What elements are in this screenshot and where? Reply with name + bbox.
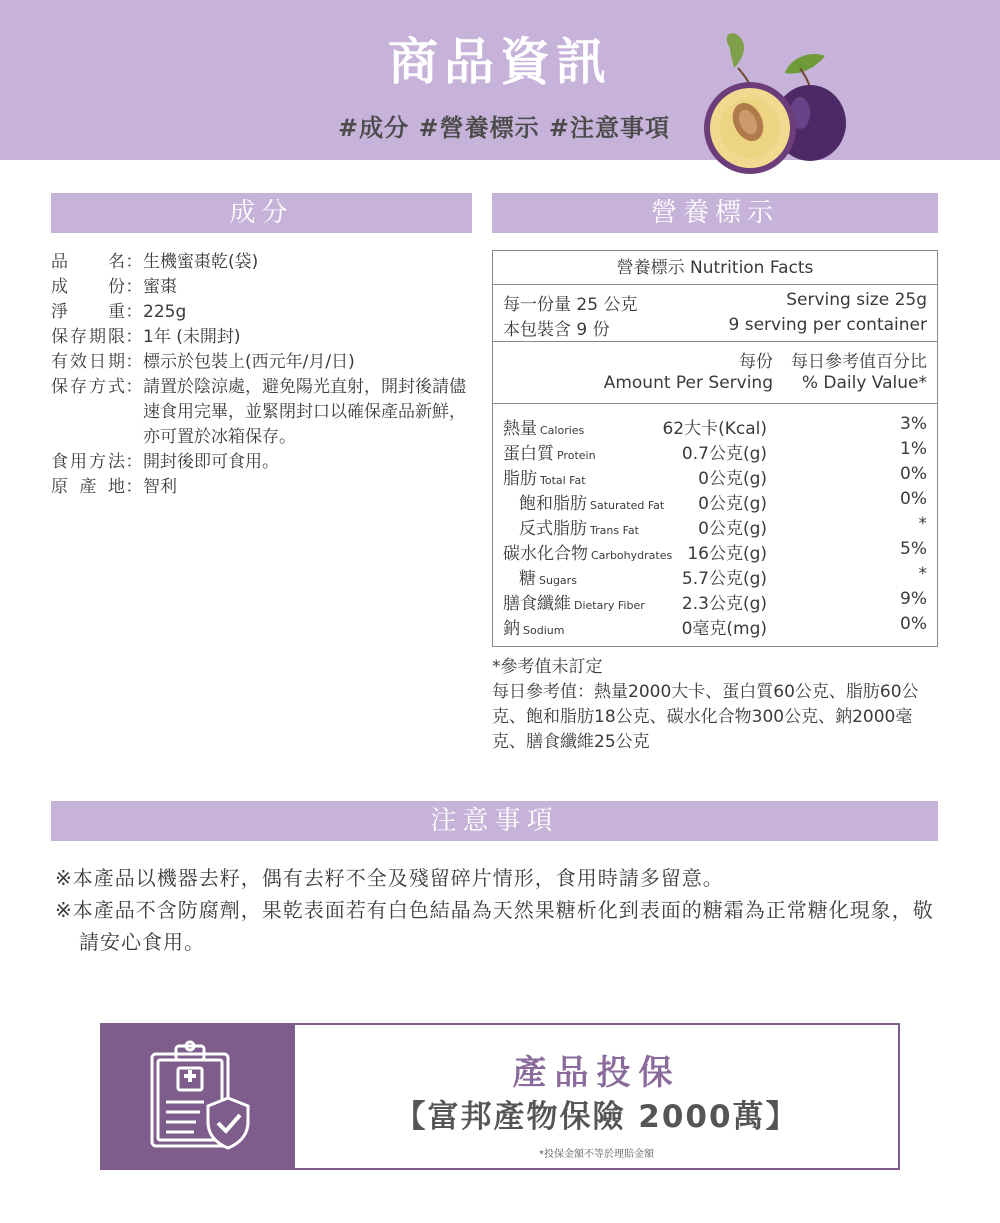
ingredient-value: 智利: [143, 477, 177, 497]
nutrient-daily-value: 5%: [900, 539, 927, 559]
nutrient-daily-value: 3%: [900, 414, 927, 434]
ingredient-value: 開封後即可食用。: [143, 452, 279, 472]
nutrition-row: [493, 414, 937, 439]
nutrition-row: [493, 514, 937, 539]
clipboard-shield-icon: [144, 1040, 259, 1155]
nutrition-row: [493, 564, 937, 589]
nutrient-amount: 0毫克(mg): [681, 619, 767, 639]
nutrient-name-zh: 蛋白質: [503, 444, 554, 464]
nutrition-row: [493, 539, 937, 564]
ingredient-row: [51, 375, 476, 450]
nutrient-name-en: Trans Fat: [590, 524, 639, 537]
ingredient-value: 生機蜜棗乾(袋): [143, 252, 259, 272]
insurance-title: 產品投保: [512, 1053, 681, 1093]
nutrient-amount: 5.7公克(g): [681, 569, 767, 589]
ingredient-row: [51, 300, 476, 325]
nutrient-amount: 0.7公克(g): [681, 444, 767, 464]
col-amount-zh: 每份: [739, 352, 773, 372]
nutrition-section-title: 營養標示: [492, 193, 938, 233]
nutrition-column-headers: [493, 342, 937, 404]
nutrition-table: [492, 250, 938, 647]
ingredient-row: [51, 275, 476, 300]
serving-info: [493, 285, 937, 342]
nutrient-name-en: Total Fat: [540, 474, 586, 487]
nutrient-amount: 2.3公克(g): [681, 594, 767, 614]
nutrient-name-zh: 碳水化合物: [503, 544, 588, 564]
footnote-daily-values: 每日參考值：熱量2000大卡、蛋白質60公克、脂肪60公克、飽和脂肪18公克、碳水化合物300公克、鈉2000毫克、膳食纖維25公克: [492, 682, 919, 752]
nutrient-name: [503, 414, 584, 439]
nutrition-row: [493, 489, 937, 514]
nutrition-table-title: 營養標示 Nutrition Facts: [493, 251, 937, 285]
ingredient-row: [51, 250, 476, 275]
nutrient-daily-value: 0%: [900, 489, 927, 509]
plum-illustration: [690, 28, 860, 178]
insurance-box: [100, 1023, 900, 1170]
ingredient-separator: ：: [125, 327, 143, 347]
nutrient-amount: 62大卡(Kcal): [662, 419, 767, 439]
ingredients-section-title: 成分: [51, 193, 472, 233]
nutrition-footnotes: [492, 655, 942, 755]
col-dv-zh: 每日參考值百分比: [791, 352, 927, 372]
nutrient-name-zh: 膳食纖維: [503, 594, 571, 614]
header-banner: [0, 0, 1000, 160]
insurance-icon-panel: [102, 1025, 295, 1168]
col-amount-en: Amount Per Serving: [603, 373, 773, 393]
nutrient-daily-value: 9%: [900, 589, 927, 609]
nutrient-daily-value: *: [918, 564, 927, 584]
ingredient-label: 成份: [51, 277, 125, 297]
nutrient-daily-value: *: [918, 514, 927, 534]
notes-list: [55, 862, 935, 958]
nutrient-name-en: Carbohydrates: [591, 549, 673, 562]
nutrient-name: [503, 589, 645, 614]
nutrient-name-en: Saturated Fat: [590, 499, 665, 512]
nutrient-name: [519, 514, 639, 539]
nutrient-name-zh: 熱量: [503, 419, 537, 439]
footnote-undefined: *參考值未訂定: [492, 657, 603, 677]
ingredient-label: 品名: [51, 252, 125, 272]
nutrient-daily-value: 0%: [900, 614, 927, 634]
nutrient-daily-value: 1%: [900, 439, 927, 459]
nutrient-name-en: Calories: [540, 424, 585, 437]
nutrient-name: [519, 489, 664, 514]
nutrient-amount: 0公克(g): [698, 469, 767, 489]
nutrient-name: [503, 539, 672, 564]
page-title: 商品資訊: [388, 33, 612, 91]
ingredient-separator: ：: [125, 252, 143, 272]
note-item: ※本產品以機器去籽，偶有去籽不全及殘留碎片情形，食用時請多留意。: [55, 866, 724, 890]
nutrient-amount: 0公克(g): [698, 519, 767, 539]
nutrient-amount: 0公克(g): [698, 494, 767, 514]
nutrient-amount: 16公克(g): [687, 544, 767, 564]
serving-size-en: Serving size 25g: [786, 290, 927, 310]
nutrient-name: [503, 439, 596, 464]
ingredient-row: [51, 325, 476, 350]
insurance-disclaimer: *投保金額不等於理賠金額: [539, 1149, 654, 1160]
nutrition-row: [493, 614, 937, 639]
ingredient-label: 有效日期: [51, 352, 125, 372]
header-tags: #成分 #營養標示 #注意事項: [338, 114, 671, 142]
nutrient-name-en: Sodium: [523, 624, 565, 637]
nutrient-name-zh: 飽和脂肪: [519, 494, 587, 514]
ingredient-separator: ：: [125, 277, 143, 297]
nutrition-row: [493, 589, 937, 614]
nutrient-name: [503, 464, 586, 489]
nutrient-name-en: Protein: [557, 449, 596, 462]
notes-section-title: 注意事項: [51, 801, 938, 841]
nutrient-name-zh: 反式脂肪: [519, 519, 587, 539]
nutrient-name-zh: 糖: [519, 569, 536, 589]
nutrient-name-zh: 脂肪: [503, 469, 537, 489]
nutrient-name-en: Dietary Fiber: [574, 599, 645, 612]
nutrition-row: [493, 464, 937, 489]
ingredient-label: 保存方式: [51, 377, 125, 397]
col-dv-en: % Daily Value*: [801, 373, 927, 393]
ingredient-separator: ：: [125, 352, 143, 372]
ingredient-value: 標示於包裝上(西元年/月/日): [143, 352, 355, 372]
ingredients-list: [51, 250, 476, 500]
ingredient-value: 蜜棗: [143, 277, 177, 297]
nutrient-daily-value: 0%: [900, 464, 927, 484]
ingredient-separator: ：: [125, 477, 143, 497]
serving-size-zh: 每一份量 25 公克: [503, 295, 638, 315]
nutrient-name: [519, 564, 577, 589]
ingredient-label: 食用方法: [51, 452, 125, 472]
nutrition-row: [493, 439, 937, 464]
servings-en: 9 serving per container: [728, 315, 927, 335]
servings-zh: 本包裝含 9 份: [503, 320, 610, 340]
ingredient-value: 225g: [143, 302, 187, 322]
ingredient-value: 1年 (未開封): [143, 327, 241, 347]
ingredient-row: [51, 450, 476, 475]
ingredient-row: [51, 350, 476, 375]
ingredient-separator: ：: [125, 377, 143, 397]
ingredient-separator: ：: [125, 452, 143, 472]
nutrient-name-zh: 鈉: [503, 619, 520, 639]
ingredient-label: 淨重: [51, 302, 125, 322]
nutrient-name: [503, 614, 564, 639]
insurance-provider: 【富邦產物保險 2000萬】: [394, 1099, 799, 1135]
ingredient-label: 原產地: [51, 477, 125, 497]
ingredient-separator: ：: [125, 302, 143, 322]
ingredient-row: [51, 475, 476, 500]
note-item: ※本產品不含防腐劑，果乾表面若有白色結晶為天然果糖析化到表面的糖霜為正常糖化現象，敬請安心食用。: [55, 898, 934, 954]
ingredient-label: 保存期限: [51, 327, 125, 347]
nutrient-name-en: Sugars: [539, 574, 577, 587]
ingredient-value: 請置於陰涼處，避免陽光直射，開封後請儘速食用完畢，並緊閉封口以確保產品新鮮，亦可置於冰箱保存。: [143, 377, 466, 447]
nutrition-rows: [493, 404, 937, 639]
